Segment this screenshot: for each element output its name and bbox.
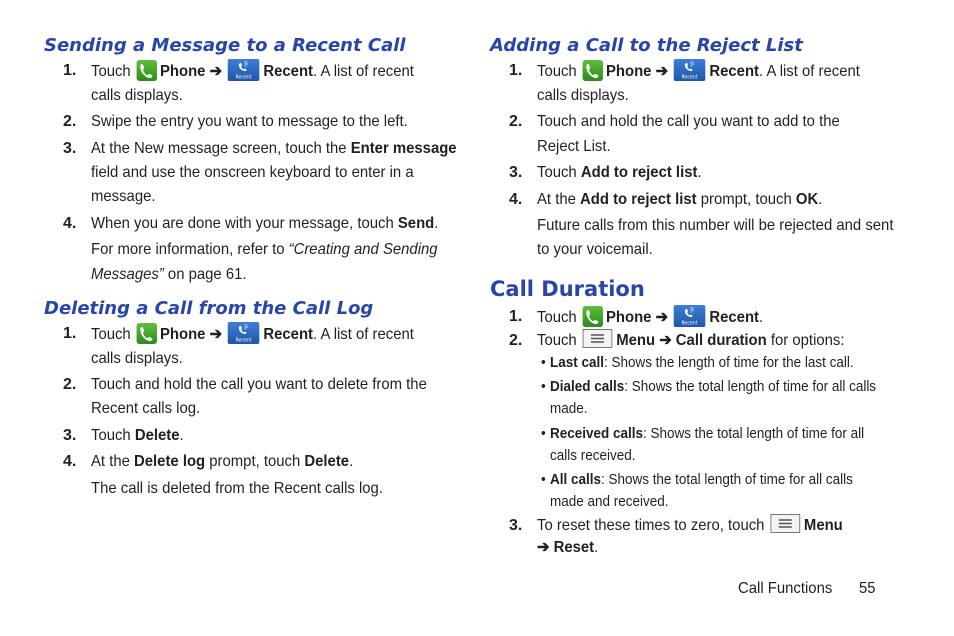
step-text: For more information, refer to “Creating and Sending bbox=[91, 241, 438, 258]
svg-text:Recent: Recent bbox=[681, 321, 698, 327]
recent-icon bbox=[674, 59, 706, 81]
step-number: 3. bbox=[509, 164, 523, 181]
step-text: To reset these times to zero, touch Menu bbox=[537, 516, 843, 536]
section-title-deleting-call: Deleting a Call from the Call Log bbox=[44, 298, 374, 319]
step-number: 4. bbox=[63, 453, 77, 470]
phone-icon bbox=[137, 323, 157, 344]
bullet-item: calls received. bbox=[550, 448, 636, 464]
bullet-item: made and received. bbox=[550, 494, 669, 510]
step-number: 1. bbox=[509, 62, 523, 79]
recent-icon bbox=[674, 305, 706, 327]
step-text: Touch Delete. bbox=[91, 427, 184, 444]
recent-icon bbox=[228, 322, 260, 344]
step-number: 4. bbox=[63, 215, 77, 232]
phone-icon bbox=[137, 60, 157, 81]
step-number: 1. bbox=[63, 62, 77, 79]
phone-icon bbox=[583, 60, 603, 81]
step-number: 3. bbox=[63, 140, 77, 157]
bullet-marker: • bbox=[541, 472, 546, 488]
step-number: 2. bbox=[63, 376, 77, 393]
bullet-item: Received calls: Shows the total length of time for all bbox=[550, 426, 865, 442]
step-text: The call is deleted from the Recent calls log. bbox=[91, 480, 383, 497]
phone-icon bbox=[583, 306, 603, 327]
step-text: Touch Add to reject list. bbox=[537, 164, 702, 181]
step-text: Swipe the entry you want to message to the left. bbox=[91, 113, 408, 130]
step-text: calls displays. bbox=[91, 350, 183, 367]
menu-icon bbox=[770, 514, 800, 533]
bullet-marker: • bbox=[541, 379, 546, 395]
section-title-reject-list: Adding a Call to the Reject List bbox=[490, 35, 803, 56]
step-number: 3. bbox=[509, 517, 523, 534]
svg-text:Recent: Recent bbox=[235, 338, 252, 344]
step-text: Messages” on page 61. bbox=[91, 266, 247, 283]
step-text: Recent calls log. bbox=[91, 400, 201, 417]
step-number: 2. bbox=[63, 113, 77, 130]
bullet-marker: • bbox=[541, 355, 546, 371]
step-text: Touch Phone ➔ Recent Recent. A list of recent bbox=[91, 324, 414, 346]
recent-icon bbox=[228, 59, 260, 81]
bullet-item: made. bbox=[550, 401, 588, 417]
step-text: Touch and hold the call you want to delete from the bbox=[91, 376, 427, 393]
step-text: Touch Menu ➔ Call duration for options: bbox=[537, 331, 844, 351]
svg-text:Recent: Recent bbox=[235, 75, 252, 81]
step-text: field and use the onscreen keyboard to enter in a bbox=[91, 164, 414, 181]
section-title-call-duration: Call Duration bbox=[490, 277, 645, 301]
step-text: Reject List. bbox=[537, 138, 611, 155]
step-number: 1. bbox=[63, 325, 77, 342]
step-text: to your voicemail. bbox=[537, 241, 653, 258]
step-number: 4. bbox=[509, 191, 523, 208]
step-text: At the Add to reject list prompt, touch OK. bbox=[537, 191, 823, 208]
step-text: ➔ Reset. bbox=[537, 539, 599, 556]
page-number: 55 bbox=[859, 580, 876, 597]
step-text: At the Delete log prompt, touch Delete. bbox=[91, 453, 354, 470]
bullet-marker: • bbox=[541, 426, 546, 442]
step-number: 2. bbox=[509, 332, 523, 349]
step-text: Touch Phone ➔ Recent Recent. bbox=[537, 307, 763, 329]
bullet-item: Dialed calls: Shows the total length of time for all calls bbox=[550, 379, 877, 395]
footer-section: Call Functions bbox=[738, 580, 833, 597]
step-number: 2. bbox=[509, 113, 523, 130]
step-text: Touch Phone ➔ Recent Recent. A list of recent bbox=[91, 61, 414, 83]
bullet-item: Last call: Shows the length of time for the last call. bbox=[550, 355, 854, 371]
step-number: 3. bbox=[63, 427, 77, 444]
step-text: calls displays. bbox=[537, 87, 629, 104]
svg-text:Recent: Recent bbox=[681, 75, 698, 81]
menu-icon bbox=[583, 329, 613, 348]
step-text: When you are done with your message, touch Send. bbox=[91, 215, 439, 232]
step-text: calls displays. bbox=[91, 87, 183, 104]
step-text: Touch and hold the call you want to add to the bbox=[537, 113, 840, 130]
bullet-item: All calls: Shows the total length of time for all calls bbox=[550, 472, 853, 488]
step-text: message. bbox=[91, 188, 156, 205]
step-text: Touch Phone ➔ Recent Recent. A list of recent bbox=[537, 61, 860, 83]
step-text: Future calls from this number will be rejected and sent bbox=[537, 217, 894, 234]
section-title-sending-message: Sending a Message to a Recent Call bbox=[44, 35, 406, 56]
step-text: At the New message screen, touch the Enter message bbox=[91, 140, 457, 157]
step-number: 1. bbox=[509, 308, 523, 325]
